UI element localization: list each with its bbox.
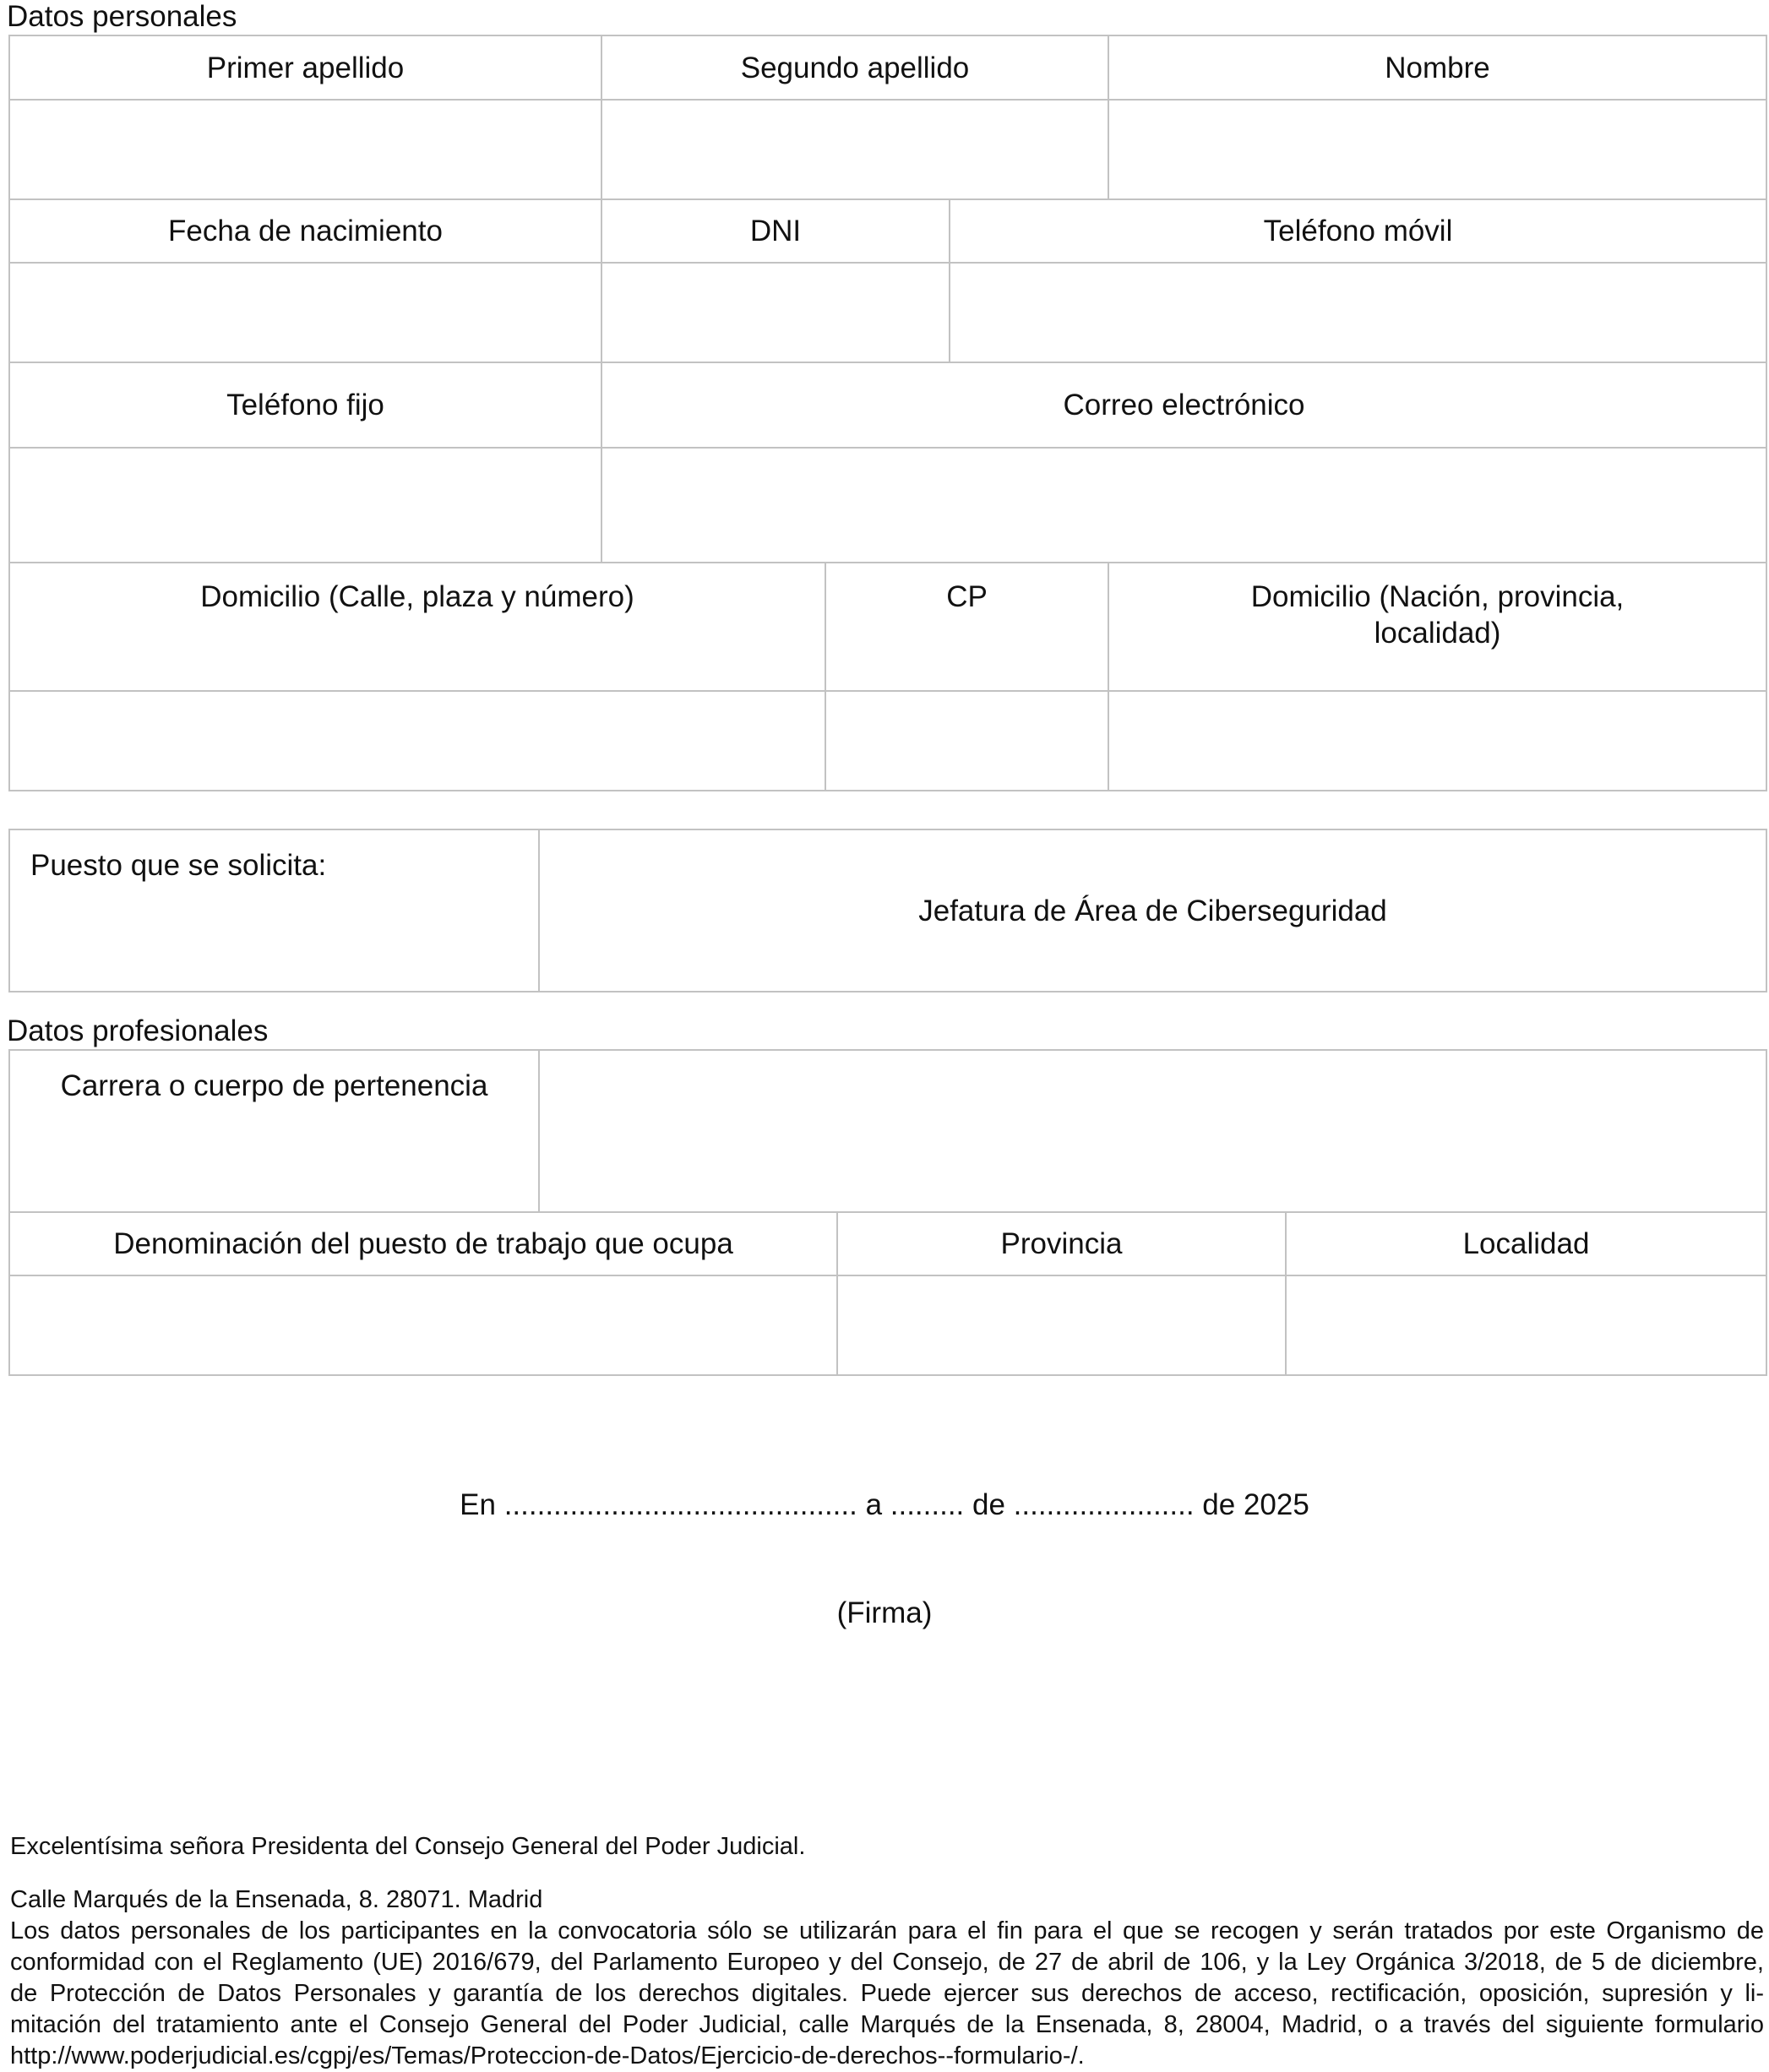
header-dni: DNI xyxy=(601,199,950,263)
header-fecha-nacimiento: Fecha de nacimiento xyxy=(9,199,601,263)
legal-line-5[interactable]: http://www.poderjudicial.es/cgpj/es/Temas/Proteccion-de-Datos/Ejercicio-de-derechos--formulario-/. xyxy=(10,2042,1085,2069)
header-provincia: Provincia xyxy=(837,1212,1286,1275)
header-domicilio-nacion-line-2: localidad) xyxy=(1374,617,1501,650)
professional-data-table xyxy=(8,1049,1767,1376)
header-cp: CP xyxy=(825,563,1108,691)
header-denominacion: Denominación del puesto de trabajo que ocupa xyxy=(9,1212,837,1275)
header-domicilio-nacion xyxy=(1108,563,1766,691)
legal-line-2: conformidad con el Reglamento (UE) 2016/679, del Parlamento Europeo y del Consejo, de 27 de abril de 106, y la Ley Orgánica 3/2018, de 5 de diciembre, xyxy=(10,1949,1764,1976)
legal-line-4: mitación del tratamiento ante el Consejo General del Poder Judicial, calle Marqués de la Ensenada, 8, 28004, Madrid, o a través del siguiente formulario xyxy=(10,2011,1764,2038)
value-puesto: Jefatura de Área de Ciberseguridad xyxy=(539,829,1766,992)
header-segundo-apellido: Segundo apellido xyxy=(601,35,1108,100)
field-fecha-nacimiento[interactable] xyxy=(9,263,601,362)
section-title-profesional: Datos profesionales xyxy=(7,1014,269,1047)
legal-line-1: Los datos personales de los participantes en la convocatoria sólo se utilizarán para el fin para el que se recogen y serán tratados por este Organismo de xyxy=(10,1917,1764,1944)
field-carrera[interactable] xyxy=(539,1050,1766,1212)
field-nombre[interactable] xyxy=(1108,100,1766,199)
address: Calle Marqués de la Ensenada, 8. 28071. Madrid xyxy=(10,1886,543,1913)
header-localidad: Localidad xyxy=(1286,1212,1766,1275)
field-provincia[interactable] xyxy=(837,1275,1286,1375)
field-correo[interactable] xyxy=(601,448,1766,563)
field-cp[interactable] xyxy=(825,691,1108,791)
field-dni[interactable] xyxy=(601,263,950,362)
field-localidad[interactable] xyxy=(1286,1275,1766,1375)
legal-line-3: de Protección de Datos Personales y garantía de los derechos digitales. Puede ejercer sus derechos de acceso, rectificación, oposición, supresión y li- xyxy=(10,1980,1764,2007)
field-denominacion[interactable] xyxy=(9,1275,837,1375)
personal-data-table xyxy=(8,35,1767,791)
field-segundo-apellido[interactable] xyxy=(601,100,1108,199)
field-telefono-movil[interactable] xyxy=(950,263,1766,362)
puesto-table xyxy=(8,829,1767,992)
header-telefono-movil: Teléfono móvil xyxy=(950,199,1766,263)
date-line: En ........................................... a ......... de ...................... de 2025 xyxy=(460,1488,1309,1521)
header-domicilio-nacion-line-1: Domicilio (Nación, provincia, xyxy=(1250,580,1625,613)
header-primer-apellido: Primer apellido xyxy=(9,35,601,100)
field-primer-apellido[interactable] xyxy=(9,100,601,199)
field-domicilio-nacion[interactable] xyxy=(1108,691,1766,791)
legal-notice xyxy=(10,1916,1764,2072)
field-telefono-fijo[interactable] xyxy=(9,448,601,563)
header-domicilio-calle: Domicilio (Calle, plaza y número) xyxy=(9,563,825,691)
signature-label: (Firma) xyxy=(836,1596,933,1629)
label-puesto: Puesto que se solicita: xyxy=(9,829,539,992)
field-domicilio-calle[interactable] xyxy=(9,691,825,791)
label-carrera: Carrera o cuerpo de pertenencia xyxy=(9,1050,539,1212)
header-nombre: Nombre xyxy=(1108,35,1766,100)
section-title-personal: Datos personales xyxy=(7,0,237,33)
header-correo: Correo electrónico xyxy=(601,362,1766,448)
addressee: Excelentísima señora Presidenta del Consejo General del Poder Judicial. xyxy=(10,1833,806,1860)
header-telefono-fijo: Teléfono fijo xyxy=(9,362,601,448)
